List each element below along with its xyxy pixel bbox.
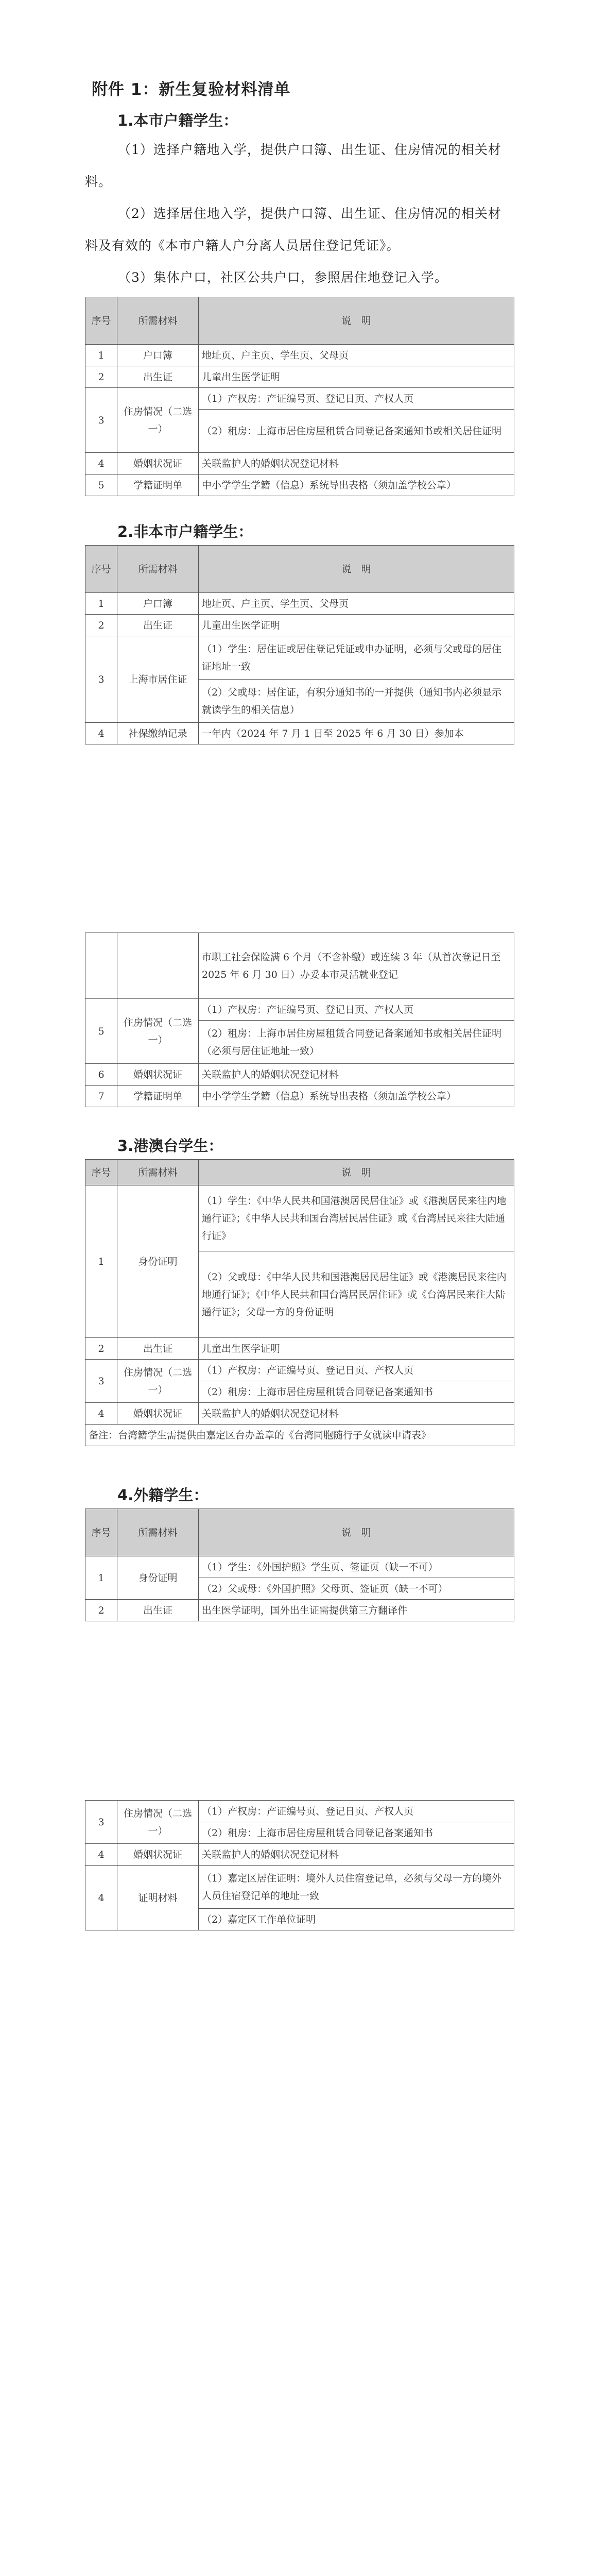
header-no: 序号 bbox=[85, 297, 117, 345]
cell-no: 1 bbox=[85, 1185, 117, 1338]
cell-no: 2 bbox=[85, 615, 117, 636]
header-desc: 说 明 bbox=[199, 546, 514, 593]
cell-item: 出生证 bbox=[117, 366, 199, 388]
cell-item: 身份证明 bbox=[117, 1185, 199, 1338]
cell-item: 身份证明 bbox=[117, 1556, 199, 1600]
cell-no: 3 bbox=[85, 1801, 117, 1844]
cell-no: 6 bbox=[85, 1064, 117, 1086]
cell-item: 出生证 bbox=[117, 1600, 199, 1621]
cell-item: 住房情况（二选一） bbox=[117, 388, 199, 453]
header-item: 所需材料 bbox=[117, 1160, 199, 1185]
cell-item: 户口簿 bbox=[117, 593, 199, 615]
table-nonlocal-part1 bbox=[85, 545, 514, 744]
cell-desc: 儿童出生医学证明 bbox=[199, 366, 514, 388]
cell-desc: 地址页、户主页、学生页、父母页 bbox=[199, 593, 514, 615]
cell-item: 婚姻状况证 bbox=[117, 1403, 199, 1425]
cell-desc: 一年内（2024 年 7 月 1 日至 2025 年 6 月 30 日）参加本 bbox=[199, 723, 514, 744]
cell-desc: （2）租房：上海市居住房屋租赁合同登记备案通知书 bbox=[199, 1381, 514, 1403]
cell-no: 5 bbox=[85, 999, 117, 1064]
cell-desc: （1）学生：《外国护照》学生页、签证页（缺一不可） bbox=[199, 1556, 514, 1578]
cell-desc: （2）租房：上海市居住房屋租赁合同登记备案通知书或相关居住证明（必须与居住证地址一致） bbox=[199, 1021, 514, 1064]
cell-desc: 市职工社会保险满 6 个月（不含补缴）或连续 3 年（从首次登记日至 2025 年 6 月 30 日）办妥本市灵活就业登记 bbox=[199, 933, 514, 999]
cell-no: 4 bbox=[85, 453, 117, 474]
cell-item: 上海市居住证 bbox=[117, 636, 199, 723]
cell-desc: 出生医学证明，国外出生证需提供第三方翻译件 bbox=[199, 1600, 514, 1621]
cell-desc: 地址页、户主页、学生页、父母页 bbox=[199, 345, 514, 366]
table-note: 备注：台湾籍学生需提供由嘉定区台办盖章的《台湾同胞随行子女就读申请表》 bbox=[85, 1425, 514, 1446]
table-hkmt bbox=[85, 1159, 514, 1446]
header-desc: 说 明 bbox=[199, 297, 514, 345]
cell-desc: 关联监护人的婚姻状况登记材料 bbox=[199, 1403, 514, 1425]
page-title: 附件 1：新生复验材料清单 bbox=[92, 80, 291, 99]
section-heading-hkmt: 3.港澳台学生： bbox=[117, 1137, 223, 1155]
paragraph: （3）集体户口，社区公共户口，参照居住地登记入学。 bbox=[118, 270, 448, 285]
cell-no: 3 bbox=[85, 1360, 117, 1403]
cell-desc: （2）租房：上海市居住房屋租赁合同登记备案通知书或相关居住证明 bbox=[199, 410, 514, 453]
table-foreign-part2 bbox=[85, 1800, 514, 1930]
cell-desc: 儿童出生医学证明 bbox=[199, 1338, 514, 1360]
cell-desc: （1）学生：居住证或居住登记凭证或申办证明，必须与父或母的居住证地址一致 bbox=[199, 636, 514, 680]
cell-desc: （1）学生：《中华人民共和国港澳居民居住证》或《港澳居民来往内地通行证》；《中华人民共和国台湾居民居住证》或《台湾居民来往大陆通行证》 bbox=[199, 1185, 514, 1251]
section-heading-nonlocal: 2.非本市户籍学生： bbox=[117, 523, 253, 540]
cell-no: 7 bbox=[85, 1086, 117, 1107]
cell-item: 婚姻状况证 bbox=[117, 1844, 199, 1866]
header-no: 序号 bbox=[85, 546, 117, 593]
cell-desc: （2）父或母：《中华人民共和国港澳居民居住证》或《港澳居民来往内地通行证》；《中华人民共和国台湾居民居住证》或《台湾居民来往大陆通行证》；父母一方的身份证明 bbox=[199, 1251, 514, 1338]
cell-item: 出生证 bbox=[117, 615, 199, 636]
cell-item: 户口簿 bbox=[117, 345, 199, 366]
cell-desc: 关联监护人的婚姻状况登记材料 bbox=[199, 1064, 514, 1086]
cell-no: 2 bbox=[85, 1600, 117, 1621]
cell-no: 3 bbox=[85, 636, 117, 723]
cell-desc: 中小学学生学籍（信息）系统导出表格（须加盖学校公章） bbox=[199, 1086, 514, 1107]
cell-desc: （1）产权房：产证编号页、登记日页、产权人页 bbox=[199, 388, 514, 410]
cell-desc: 关联监护人的婚姻状况登记材料 bbox=[199, 453, 514, 474]
paragraph: （1）选择户籍地入学，提供户口簿、出生证、住房情况的相关材料。 bbox=[85, 142, 501, 189]
cell-no: 1 bbox=[85, 345, 117, 366]
cell-item: 住房情况（二选一） bbox=[117, 1360, 199, 1403]
cell-desc: （2）租房：上海市居住房屋租赁合同登记备案通知书 bbox=[199, 1822, 514, 1844]
table-local bbox=[85, 297, 514, 496]
cell-item: 学籍证明单 bbox=[117, 1086, 199, 1107]
cell-no: 1 bbox=[85, 593, 117, 615]
header-desc: 说 明 bbox=[199, 1509, 514, 1556]
cell-item: 住房情况（二选一） bbox=[117, 999, 199, 1064]
table-foreign-part1 bbox=[85, 1509, 514, 1621]
cell-desc: （2）嘉定区工作单位证明 bbox=[199, 1909, 514, 1930]
header-no: 序号 bbox=[85, 1509, 117, 1556]
cell-desc: （1）产权房：产证编号页、登记日页、产权人页 bbox=[199, 1360, 514, 1381]
cell-desc: 中小学学生学籍（信息）系统导出表格（须加盖学校公章） bbox=[199, 474, 514, 496]
cell-no: 3 bbox=[85, 388, 117, 453]
cell-no: 2 bbox=[85, 366, 117, 388]
cell-no: 4 bbox=[85, 1403, 117, 1425]
header-item: 所需材料 bbox=[117, 546, 199, 593]
cell-no: 4 bbox=[85, 723, 117, 744]
section-heading-foreign: 4.外籍学生： bbox=[117, 1486, 209, 1504]
header-item: 所需材料 bbox=[117, 1509, 199, 1556]
cell-no: 1 bbox=[85, 1556, 117, 1600]
section-heading-local: 1.本市户籍学生： bbox=[117, 112, 238, 129]
cell-no: 4 bbox=[85, 1866, 117, 1930]
cell-item: 证明材料 bbox=[117, 1866, 199, 1930]
cell-desc: （1）嘉定区居住证明：境外人员住宿登记单，必须与父母一方的境外人员住宿登记单的地址一致 bbox=[199, 1866, 514, 1909]
cell-item: 学籍证明单 bbox=[117, 474, 199, 496]
cell-desc: （1）产权房：产证编号页、登记日页、产权人页 bbox=[199, 999, 514, 1021]
cell-desc: （2）父或母：《外国护照》父母页、签证页（缺一不可） bbox=[199, 1578, 514, 1600]
table-nonlocal-part2 bbox=[85, 933, 514, 1107]
cell-item: 婚姻状况证 bbox=[117, 1064, 199, 1086]
header-no: 序号 bbox=[85, 1160, 117, 1185]
cell-item: 社保缴纳记录 bbox=[117, 723, 199, 744]
header-item: 所需材料 bbox=[117, 297, 199, 345]
header-desc: 说 明 bbox=[199, 1160, 514, 1185]
cell-item: 出生证 bbox=[117, 1338, 199, 1360]
cell-desc: 关联监护人的婚姻状况登记材料 bbox=[199, 1844, 514, 1866]
cell-no: 2 bbox=[85, 1338, 117, 1360]
cell-item: 住房情况（二选一） bbox=[117, 1801, 199, 1844]
cell-no: 5 bbox=[85, 474, 117, 496]
cell-desc: （2）父或母：居住证，有积分通知书的一并提供（通知书内必须显示就读学生的相关信息） bbox=[199, 680, 514, 723]
cell-desc: 儿童出生医学证明 bbox=[199, 615, 514, 636]
paragraph: （2）选择居住地入学，提供户口簿、出生证、住房情况的相关材料及有效的《本市户籍人户分离人员居住登记凭证》。 bbox=[85, 206, 501, 253]
cell-desc: （1）产权房：产证编号页、登记日页、产权人页 bbox=[199, 1801, 514, 1822]
cell-no: 4 bbox=[85, 1844, 117, 1866]
cell-item: 婚姻状况证 bbox=[117, 453, 199, 474]
